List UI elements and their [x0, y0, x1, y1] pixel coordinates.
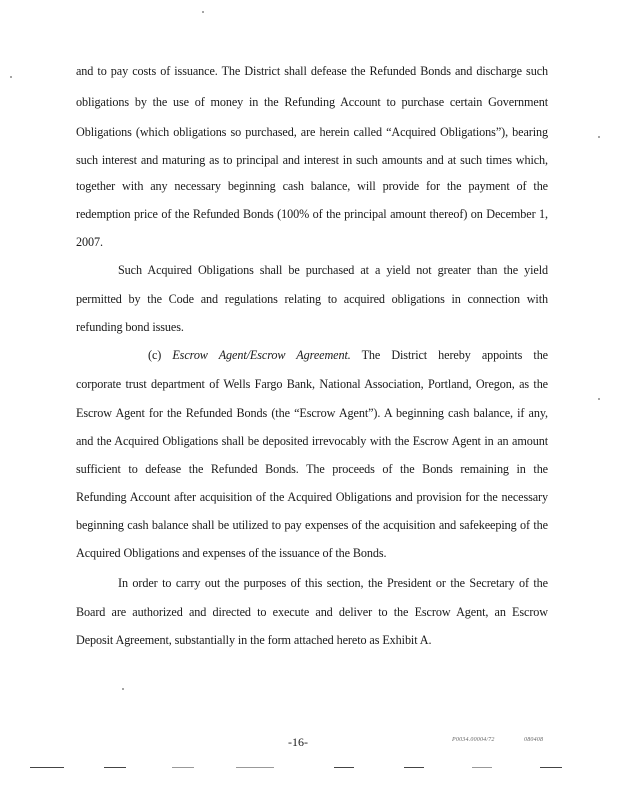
body-line: and to pay costs of issuance. The District shall defease the Refunded Bonds and discharge such: [76, 64, 548, 78]
body-line: Acquired Obligations and expenses of the issuance of the Bonds.: [76, 546, 387, 560]
scan-artifact-rule: [472, 767, 492, 768]
body-line: Escrow Agent for the Refunded Bonds (the “Escrow Agent”). A beginning cash balance, if any,: [76, 406, 548, 420]
body-line: Obligations (which obligations so purchased, are herein called “Acquired Obligations”), bearing: [76, 125, 548, 139]
body-line: 2007.: [76, 235, 103, 249]
body-line: and the Acquired Obligations shall be deposited irrevocably with the Escrow Agent in an amount: [76, 434, 548, 448]
body-line: such interest and maturing as to principal and interest in such amounts and at such times which,: [76, 153, 548, 167]
body-line: permitted by the Code and regulations relating to acquired obligations in connection with: [76, 292, 548, 306]
page-number: -16-: [288, 735, 308, 749]
body-line-fragment: The District hereby appoints the: [361, 348, 548, 362]
body-line: In order to carry out the purposes of this section, the President or the Secretary of the: [118, 576, 548, 590]
body-line: obligations by the use of money in the Refunding Account to purchase certain Government: [76, 95, 548, 109]
body-line: redemption price of the Refunded Bonds (100% of the principal amount thereof) on December 1,: [76, 207, 548, 221]
scan-artifact-dot: [122, 688, 124, 690]
scan-artifact-dot: [202, 11, 204, 13]
scan-artifact-rule: [104, 767, 126, 768]
body-line: beginning cash balance shall be utilized to pay expenses of the acquisition and safekeeping of the: [76, 518, 548, 532]
subsection-heading-line: [148, 348, 548, 362]
scan-artifact-dot: [10, 76, 12, 78]
footer-date-code: 080408: [524, 737, 544, 743]
body-line: together with any necessary beginning cash balance, will provide for the payment of the: [76, 179, 548, 193]
body-line: refunding bond issues.: [76, 320, 184, 334]
scan-artifact-dot: [598, 136, 600, 138]
scan-artifact-rule: [236, 767, 274, 768]
scan-artifact-rule: [404, 767, 424, 768]
scan-artifact-rule: [334, 767, 354, 768]
footer-doc-code: P0034.00004/72: [452, 737, 495, 743]
body-line: Refunding Account after acquisition of the Acquired Obligations and provision for the necessary: [76, 490, 548, 504]
subsection-label: (c): [148, 348, 162, 362]
body-line: sufficient to defease the Refunded Bonds. The proceeds of the Bonds remaining in the: [76, 462, 548, 476]
body-line: Such Acquired Obligations shall be purchased at a yield not greater than the yield: [118, 263, 548, 277]
scan-artifact-dot: [598, 398, 600, 400]
body-line: corporate trust department of Wells Fargo Bank, National Association, Portland, Oregon, as the: [76, 377, 548, 391]
scan-artifact-rule: [30, 767, 64, 768]
body-line: Board are authorized and directed to execute and deliver to the Escrow Agent, an Escrow: [76, 605, 548, 619]
body-line: Deposit Agreement, substantially in the form attached hereto as Exhibit A.: [76, 633, 432, 647]
scan-artifact-rule: [172, 767, 194, 768]
scan-artifact-rule: [540, 767, 562, 768]
subsection-title: Escrow Agent/Escrow Agreement.: [172, 348, 351, 362]
